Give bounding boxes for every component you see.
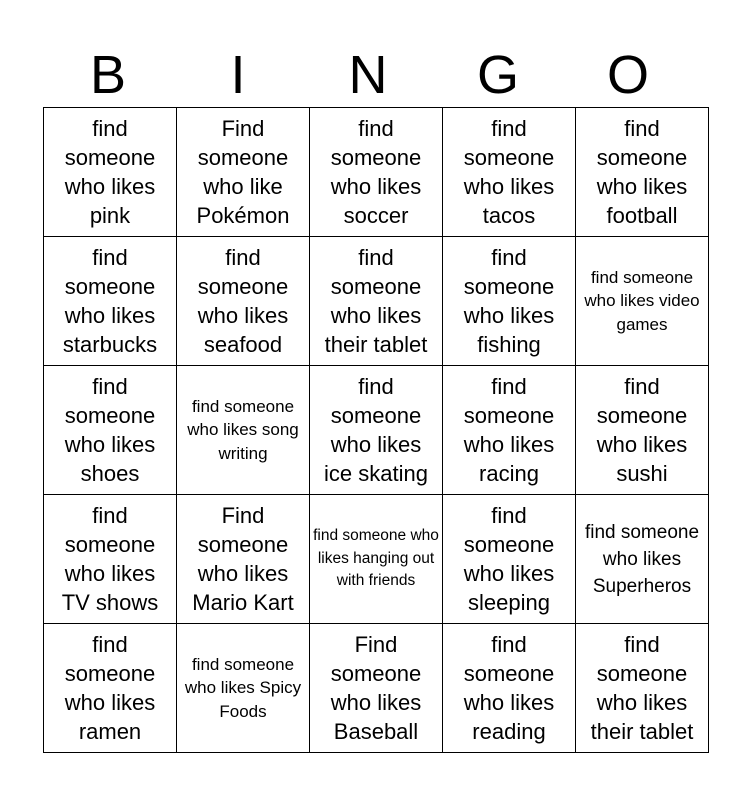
cell-text: find someone who likes fishing — [463, 245, 555, 357]
cell-text: find someone who likes shoes — [64, 374, 156, 486]
bingo-cell[interactable] — [177, 108, 310, 237]
bingo-board — [43, 107, 709, 753]
cell-text: find someone who likes hanging out with friends — [313, 527, 439, 590]
board-row — [44, 108, 709, 237]
board-row — [44, 495, 709, 624]
bingo-cell[interactable] — [310, 108, 443, 237]
board-row — [44, 237, 709, 366]
board-row — [44, 624, 709, 753]
cell-text: find someone who likes reading — [463, 632, 555, 744]
cell-text: find someone who likes TV shows — [61, 503, 159, 615]
header-letter-g: G — [476, 45, 519, 105]
cell-text: find someone who likes song writing — [187, 396, 299, 463]
bingo-cell[interactable] — [443, 495, 576, 624]
bingo-cell[interactable] — [310, 366, 443, 495]
bingo-cell[interactable] — [177, 624, 310, 753]
header-letter-o: O — [606, 45, 649, 105]
bingo-header — [43, 42, 693, 108]
bingo-cell[interactable] — [443, 366, 576, 495]
bingo-cell[interactable] — [44, 237, 177, 366]
cell-text: find someone who likes racing — [463, 374, 555, 486]
bingo-cell[interactable] — [177, 366, 310, 495]
bingo-cell[interactable] — [443, 108, 576, 237]
bingo-cell[interactable] — [177, 237, 310, 366]
cell-text: find someone who likes pink — [64, 116, 156, 228]
bingo-cell[interactable] — [310, 495, 443, 624]
bingo-cell[interactable] — [177, 495, 310, 624]
cell-text: find someone who likes sleeping — [463, 503, 555, 615]
cell-text: find someone who likes Superheros — [584, 521, 700, 597]
cell-text: Find someone who likes Mario Kart — [192, 503, 294, 615]
header-letter-b: B — [89, 45, 127, 105]
cell-text: find someone who likes ramen — [64, 632, 156, 744]
cell-text: find someone who likes starbucks — [62, 245, 158, 357]
bingo-cell[interactable] — [44, 108, 177, 237]
bingo-cell[interactable] — [44, 366, 177, 495]
cell-text: find someone who likes soccer — [330, 116, 422, 228]
cell-text: find someone who likes Spicy Foods — [184, 654, 302, 721]
cell-text: find someone who likes their tablet — [324, 245, 428, 357]
header-letter-i: I — [230, 45, 246, 105]
cell-text: find someone who likes football — [596, 116, 688, 228]
bingo-cell[interactable] — [310, 624, 443, 753]
board-row — [44, 366, 709, 495]
header-letter-n: N — [348, 45, 388, 105]
bingo-cell[interactable] — [576, 624, 709, 753]
cell-text: find someone who likes tacos — [463, 116, 555, 228]
cell-text: find someone who likes their tablet — [590, 632, 694, 744]
cell-text: find someone who likes video games — [584, 267, 700, 334]
bingo-cell[interactable] — [576, 237, 709, 366]
bingo-cell[interactable] — [576, 495, 709, 624]
bingo-cell[interactable] — [44, 624, 177, 753]
bingo-cell[interactable] — [443, 624, 576, 753]
cell-text: Find someone who like Pokémon — [196, 116, 290, 228]
bingo-cell[interactable] — [310, 237, 443, 366]
bingo-cell[interactable] — [576, 366, 709, 495]
cell-text: find someone who likes sushi — [596, 374, 688, 486]
cell-text: find someone who likes seafood — [197, 245, 289, 357]
bingo-cell[interactable] — [44, 495, 177, 624]
bingo-cell[interactable] — [576, 108, 709, 237]
bingo-cell[interactable] — [443, 237, 576, 366]
cell-text: find someone who likes ice skating — [324, 374, 428, 486]
cell-text: Find someone who likes Baseball — [330, 632, 422, 744]
